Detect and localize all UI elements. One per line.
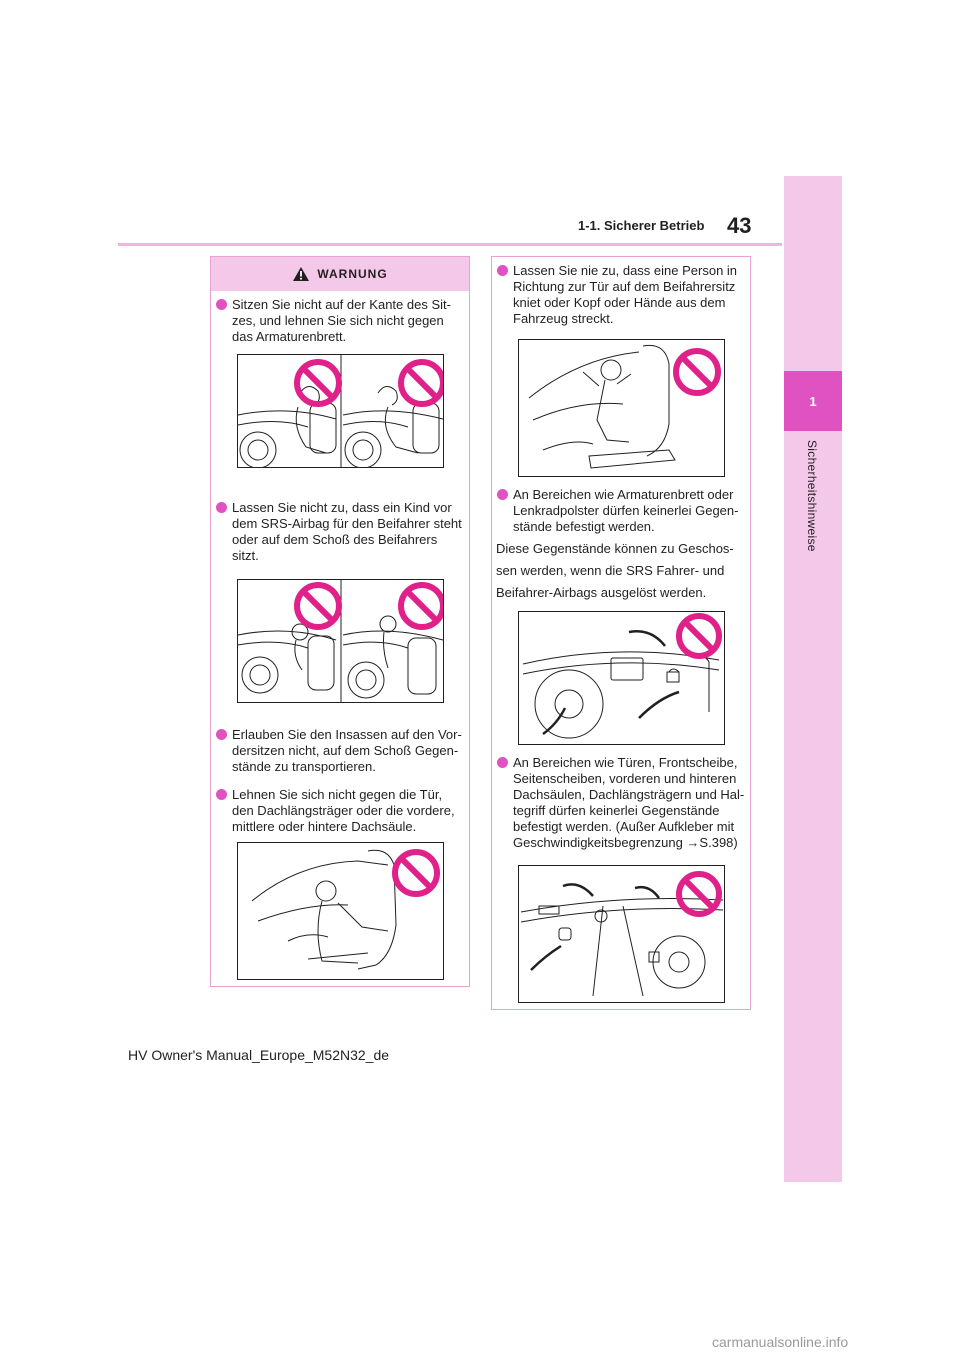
bullet-dot-icon (497, 265, 508, 276)
warning-item-text: An Bereichen wie Türen, Frontscheibe, Seitenscheiben, vorderen und hinteren Dachsäulen, Dachlängsträgern und Hal- tegriff dürfen keinerlei Gegenstände befestigt werden. (Außer Aufkleber mit Geschwindigkeitsbegrenzung →S.398) (513, 755, 745, 850)
warning-item (215, 727, 472, 775)
prohibited-sign-icon (401, 585, 443, 627)
warning-item (496, 263, 753, 327)
manual-id: HV Owner's Manual_Europe_M52N32_de (128, 1047, 390, 1063)
warning-item-text: Lassen Sie nie zu, dass eine Person in Richtung zur Tür auf dem Beifahrersitz kniet oder Kopf oder Hände aus dem Fahrzeug streckt. (513, 263, 738, 326)
warning-item-text: Lehnen Sie sich nicht gegen die Tür, den Dachlängsträger oder die vordere, mittlere oder hintere Dachsäule. (232, 787, 455, 834)
illustration-leaning-door (237, 842, 444, 980)
warning-item (215, 500, 472, 564)
illustration-dashboard-objects (518, 611, 725, 745)
warning-item-text: Sitzen Sie nicht auf der Kante des Sit- zes, und lehnen Sie sich nicht gegen das Armaturenbrett. (232, 297, 451, 344)
header-rule (118, 243, 782, 246)
right-warning-box (491, 256, 751, 1010)
prohibited-sign-icon (679, 616, 719, 656)
bullet-dot-icon (216, 299, 227, 310)
prohibited-sign-icon (676, 351, 718, 393)
warning-heading: WARNUNG (317, 267, 388, 281)
page-number: 43 (727, 213, 752, 238)
chapter-number: 1 (809, 393, 817, 409)
warning-box (210, 256, 470, 987)
illustration-roof-pillar-objects (518, 865, 725, 1003)
prohibited-sign-icon (395, 852, 437, 894)
bullet-dot-icon (216, 789, 227, 800)
chapter-title: Sicherheitshinweise (805, 440, 819, 552)
bullet-dot-icon (216, 729, 227, 740)
chapter-number-tab[interactable] (784, 371, 842, 431)
paragraph-line: Diese Gegenstände können zu Geschos- (496, 541, 734, 556)
prohibited-sign-icon (679, 874, 719, 914)
warning-triangle-icon (292, 266, 310, 282)
warning-item (215, 787, 472, 835)
paragraph-line: Beifahrer-Airbags ausgelöst werden. (496, 585, 707, 600)
warning-item-text: An Bereichen wie Armaturenbrett oder Lenkradpolster dürfen keinerlei Gegen- stände befestigt werden. (513, 487, 739, 534)
bullet-dot-icon (497, 489, 508, 500)
section-title: 1-1. Sicherer Betrieb (578, 218, 705, 233)
warning-item (215, 297, 472, 345)
prohibited-sign-icon (297, 585, 339, 627)
chapter-side-tab (784, 176, 842, 1182)
bullet-dot-icon (497, 757, 508, 768)
illustration-kneeling-person (518, 339, 725, 477)
illustration-child-front-seat (237, 579, 444, 703)
watermark[interactable]: carmanualsonline.info (712, 1334, 849, 1350)
warning-header (211, 257, 469, 291)
illustration-edge-of-seat (237, 354, 444, 468)
warning-item-text: Lassen Sie nicht zu, dass ein Kind vor dem SRS-Airbag für den Beifahrer steht oder auf dem Schoß des Beifahrers sitzt. (232, 500, 462, 563)
warning-item (496, 487, 753, 535)
warning-item-text: Erlauben Sie den Insassen auf den Vor- dersitzen nicht, auf dem Schoß Gegen- stände zu transportieren. (232, 727, 462, 774)
warning-item (496, 755, 753, 851)
paragraph-line: sen werden, wenn die SRS Fahrer- und (496, 563, 725, 578)
bullet-dot-icon (216, 502, 227, 513)
prohibited-sign-icon (401, 362, 443, 404)
prohibited-sign-icon (297, 362, 339, 404)
